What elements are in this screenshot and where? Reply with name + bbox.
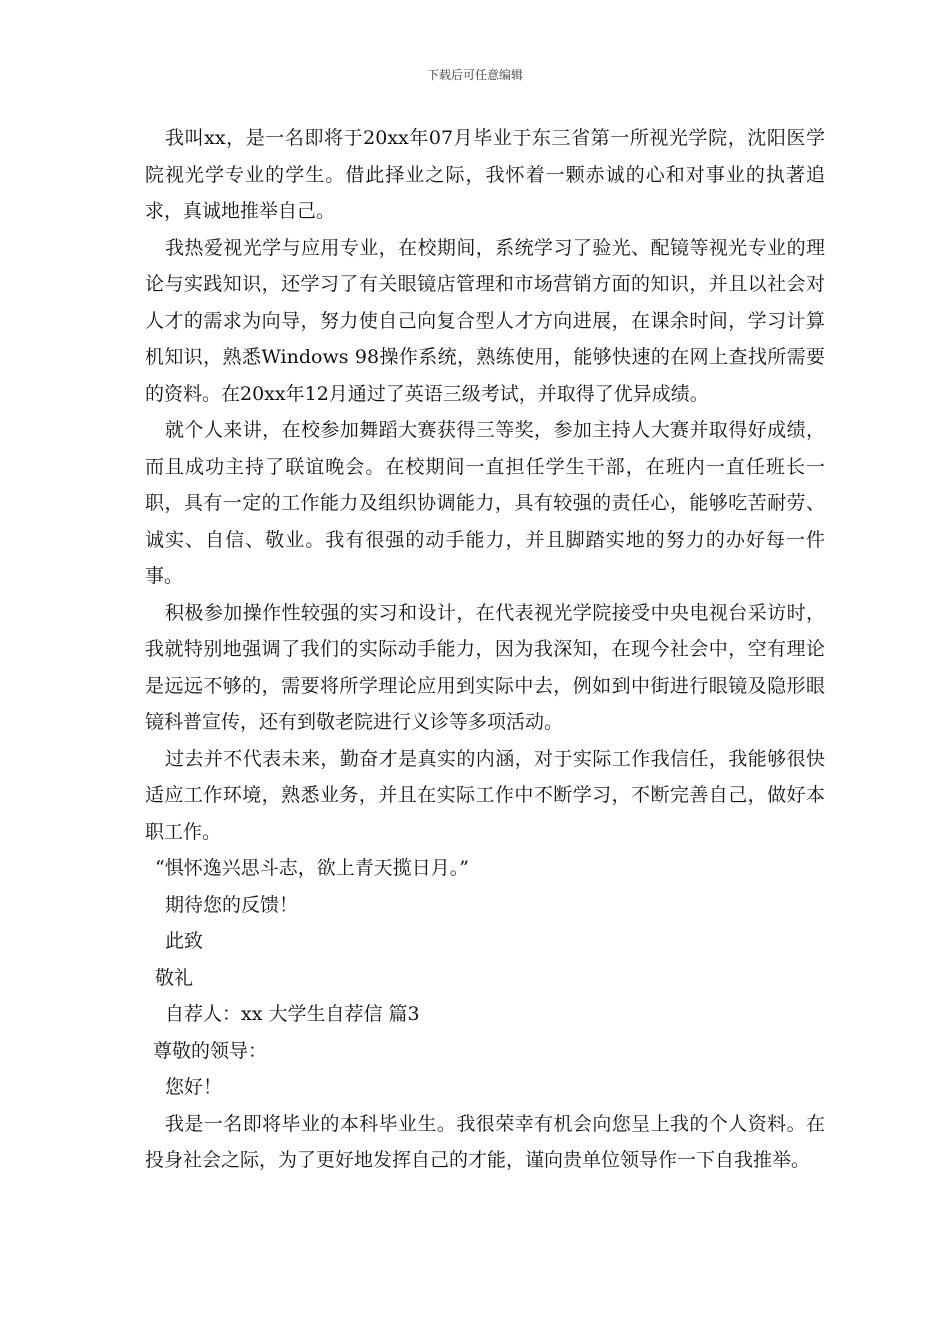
quote-line: “惧怀逸兴思斗志，欲上青天揽日月。” <box>155 857 469 879</box>
paragraph-future: 过去并不代表未来，勤奋才是真实的内涵，对于实际工作我信任，我能够很快适应工作环境，熟悉业务，并且在实际工作中不断学习，不断完善自己，做好本职工作。 <box>145 747 825 843</box>
salutation-line: 尊敬的领导： <box>153 1039 268 1062</box>
letter-body <box>145 120 825 1179</box>
paragraph-introduction: 我叫xx，是一名即将于20xx年07月毕业于东三省第一所视光学院，沈阳医学院视光学专业的学生。借此择业之际，我怀着一颗赤诚的心和对事业的执著追求，真诚地推举自己。 <box>145 127 825 222</box>
expect-line: 期待您的反馈！ <box>165 893 299 916</box>
greeting-line: 您好！ <box>165 1076 223 1098</box>
paragraph-practice: 积极参加操作性较强的实习和设计，在代表视光学院接受中央电视台采访时，我就特别地强调了我们的实际动手能力，因为我深知，在现今社会中，空有理论是远远不够的，需要将所学理论应用到实际中去，例如到中街进行眼镜及隐形眼镜科普宣传，还有到敬老院进行义诊等多项活动。 <box>145 601 825 733</box>
page-header: 下载后可任意编辑 <box>426 68 523 82</box>
cizhi-line: 此致 <box>165 930 204 952</box>
paragraph-personal: 就个人来讲，在校参加舞蹈大赛获得三等奖，参加主持人大赛并取得好成绩，而且成功主持了联谊晚会。在校期间一直担任学生干部，在班内一直任班长一职，具有一定的工作能力及组织协调能力，具有较强的责任心，能够吃苦耐劳、诚实、自信、敬业。我有很强的动手能力，并且脚踏实地的努力的办好每一件事。 <box>145 419 825 587</box>
jingli-line: 敬礼 <box>155 966 194 989</box>
paragraph-study: 我热爱视光学与应用专业，在校期间，系统学习了验光、配镜等视光专业的理论与实践知识，还学习了有关眼镜店管理和市场营销方面的知识，并且以社会对人才的需求为向导，努力使自己向复合型人才方向进展，在课余时间，学习计算机知识，熟悉Windows 98操作系统，熟练使用，能够快速的在网上查找所需要的资料。在20xx年12月通过了英语三级考试，并取得了优异成绩。 <box>145 236 825 405</box>
paragraph-final: 我是一名即将毕业的本科毕业生。我很荣幸有机会向您呈上我的个人资料。在投身社会之际，为了更好地发挥自己的才能，谨向贵单位领导作一下自我推举。 <box>145 1112 825 1171</box>
signature-line: 自荐人：xx 大学生自荐信 篇3 <box>165 1003 420 1025</box>
